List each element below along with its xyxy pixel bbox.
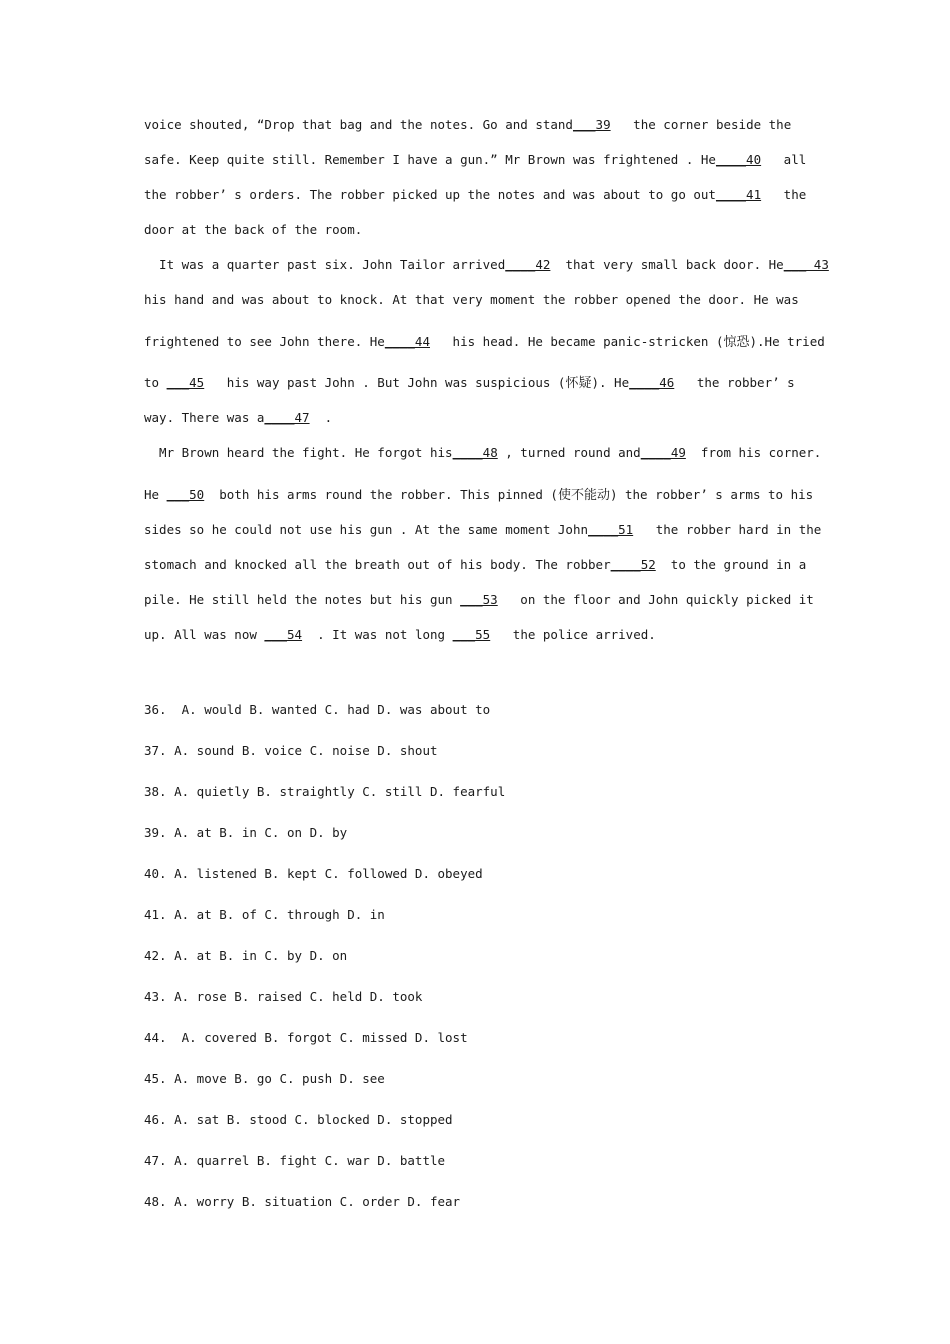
- blank-53: ___53: [460, 592, 498, 607]
- passage-text: that very small back door. He: [550, 257, 784, 272]
- passage-text: , turned round and: [497, 445, 641, 460]
- blank-52: ____52: [610, 557, 656, 572]
- blank-39: ___39: [572, 117, 611, 132]
- passage-text: the police arrived.: [490, 627, 656, 642]
- passage-text: from his corner.: [685, 445, 822, 460]
- passage-text: .: [309, 410, 333, 425]
- option-41: 41. A. at B. of C. through D. in: [144, 907, 385, 922]
- passage-line-13: [144, 557, 809, 572]
- passage-text: the: [761, 187, 807, 202]
- blank-47: ____47: [264, 410, 310, 425]
- blank-40: ____40: [715, 152, 762, 167]
- chinese-gloss: 惊恐: [723, 335, 750, 350]
- option-46: 46. A. sat B. stood C. blocked D. stopped: [144, 1112, 453, 1127]
- passage-text: Mr Brown heard the fight. He forgot his: [144, 445, 453, 460]
- passage-line-1: [144, 117, 809, 132]
- passage-line-11: [144, 484, 814, 503]
- passage-text: the robber’ s: [674, 375, 795, 390]
- blank-42: ____42: [505, 257, 551, 272]
- passage-line-9: [144, 410, 809, 425]
- blank-55: ___55: [452, 627, 491, 642]
- passage-text: all: [761, 152, 807, 167]
- passage-line-15: [144, 627, 809, 642]
- blank-54: ___54: [264, 627, 303, 642]
- passage-text: voice shouted, “Drop that bag and the notes. Go and stand: [144, 117, 573, 132]
- passage-line-8: [144, 372, 809, 391]
- passage-text: to the ground in a: [655, 557, 807, 572]
- blank-49: ____49: [640, 445, 686, 460]
- option-48: 48. A. worry B. situation C. order D. fear: [144, 1194, 461, 1209]
- passage-text: up. All was now: [144, 627, 265, 642]
- passage-line-3: [144, 187, 809, 202]
- passage-text: ). He: [591, 375, 630, 390]
- passage-text: safe. Keep quite still. Remember I have a gun.” Mr Brown was frightened . He: [144, 152, 716, 167]
- passage-text: sides so he could not use his gun . At the same moment John: [144, 522, 589, 537]
- passage-text: to: [144, 375, 167, 390]
- passage-text: on the floor and John quickly picked it: [497, 592, 814, 607]
- option-47: 47. A. quarrel B. fight C. war D. battle: [144, 1153, 446, 1168]
- passage-text: his hand and was about to knock. At that very moment the robber opened the door. He was: [144, 292, 799, 307]
- option-37: 37. A. sound B. voice C. noise D. shout: [144, 743, 438, 758]
- passage-line-12: [144, 522, 822, 537]
- option-45: 45. A. move B. go C. push D. see: [144, 1071, 385, 1086]
- blank-46: ____46: [629, 375, 675, 390]
- passage-line-14: [144, 592, 814, 607]
- passage-line-6: [144, 292, 809, 307]
- passage-text: the robber’ s orders. The robber picked up the notes and was about to go out: [144, 187, 716, 202]
- passage-line-2: [144, 152, 809, 167]
- passage-text: pile. He still held the notes but his gun: [144, 592, 461, 607]
- passage-text: ) the robber’ s arms to his: [609, 487, 814, 502]
- passage-text: ).He tried: [749, 334, 825, 349]
- passage-text: He: [144, 487, 167, 502]
- blank-45: ___45: [166, 375, 205, 390]
- passage-text: It was a quarter past six. John Tailor arrived: [144, 257, 506, 272]
- option-43: 43. A. rose B. raised C. held D. took: [144, 989, 423, 1004]
- passage-text: his way past John . But John was suspicious (: [204, 375, 566, 390]
- passage-text: frightened to see John there. He: [144, 334, 385, 349]
- blank-48: ____48: [452, 445, 498, 460]
- passage-line-4: [144, 222, 809, 237]
- option-39: 39. A. at B. in C. on D. by: [144, 825, 348, 840]
- blank-44: ____44: [384, 334, 430, 349]
- option-38: 38. A. quietly B. straightly C. still D. fearful: [144, 784, 506, 799]
- passage-line-10: [144, 445, 822, 460]
- passage-line-5: [144, 257, 829, 272]
- option-44: 44. A. covered B. forgot C. missed D. lost: [144, 1030, 468, 1045]
- option-42: 42. A. at B. in C. by D. on: [144, 948, 348, 963]
- option-40: 40. A. listened B. kept C. followed D. obeyed: [144, 866, 483, 881]
- passage-text: way. There was a: [144, 410, 265, 425]
- blank-43: ___ 43: [783, 257, 829, 272]
- passage-line-7: [144, 331, 825, 350]
- passage-text: door at the back of the room.: [144, 222, 363, 237]
- passage-text: the robber hard in the: [633, 522, 822, 537]
- chinese-gloss: 怀疑: [565, 376, 592, 391]
- passage-text: his head. He became panic-stricken (: [429, 334, 724, 349]
- passage-text: the corner beside the: [610, 117, 792, 132]
- blank-51: ____51: [588, 522, 634, 537]
- passage-text: stomach and knocked all the breath out of his body. The robber: [144, 557, 611, 572]
- option-36: 36. A. would B. wanted C. had D. was about to: [144, 702, 491, 717]
- blank-50: ___50: [166, 487, 205, 502]
- chinese-gloss: 使不能动: [557, 488, 610, 503]
- passage-text: both his arms round the robber. This pinned (: [204, 487, 558, 502]
- passage-text: . It was not long: [302, 627, 453, 642]
- blank-41: ____41: [715, 187, 762, 202]
